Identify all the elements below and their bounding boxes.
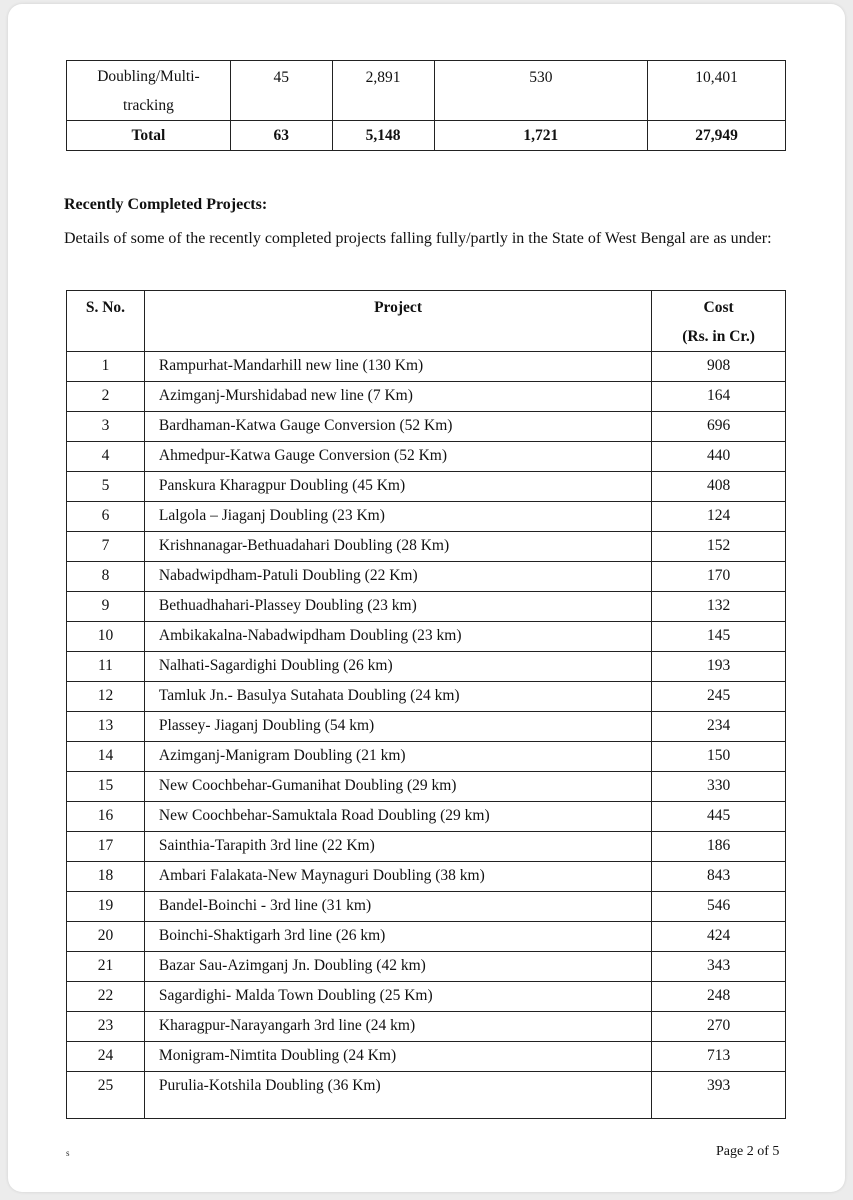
row-sno: 7 [67,532,145,562]
row-sno: 22 [67,982,145,1012]
table-row [67,802,786,832]
projects-table [66,290,786,1119]
summary-cell: 2,891 [332,61,434,121]
row-cost: 408 [652,472,786,502]
row-project: Kharagpur-Narayangarh 3rd line (24 km) [144,1012,651,1042]
row-sno: 10 [67,622,145,652]
table-row [67,1012,786,1042]
row-sno: 13 [67,712,145,742]
table-row [67,742,786,772]
table-row [67,832,786,862]
table-row [67,712,786,742]
row-cost: 908 [652,352,786,382]
table-row [67,382,786,412]
row-sno: 18 [67,862,145,892]
header-project: Project [144,291,651,352]
row-sno: 16 [67,802,145,832]
row-sno: 15 [67,772,145,802]
section-description: Details of some of the recently completed projects falling fully/partly in the State of West Bengal are as under: [64,230,772,247]
table-row [67,652,786,682]
row-project: New Coochbehar-Gumanihat Doubling (29 km) [144,772,651,802]
table-row [67,1042,786,1072]
row-sno: 19 [67,892,145,922]
row-sno: 12 [67,682,145,712]
table-row [67,772,786,802]
table-row [67,892,786,922]
row-cost: 145 [652,622,786,652]
row-project: Ambikakalna-Nabadwipdham Doubling (23 km) [144,622,651,652]
row-cost: 170 [652,562,786,592]
row-project: Azimganj-Manigram Doubling (21 km) [144,742,651,772]
row-cost: 124 [652,502,786,532]
row-project: Nalhati-Sagardighi Doubling (26 km) [144,652,651,682]
header-sno: S. No. [67,291,145,352]
section-heading: Recently Completed Projects: [64,196,268,213]
row-cost: 193 [652,652,786,682]
table-row [67,862,786,892]
row-sno: 3 [67,412,145,442]
row-project: Sainthia-Tarapith 3rd line (22 Km) [144,832,651,862]
summary-cell: 5,148 [332,121,434,151]
summary-cell: 530 [434,61,648,121]
footer-mark: s [66,1148,70,1158]
page-number: Page 2 of 5 [716,1144,780,1159]
row-sno: 17 [67,832,145,862]
projects-header-row [67,291,786,352]
row-sno: 23 [67,1012,145,1042]
table-row [67,592,786,622]
row-cost: 150 [652,742,786,772]
row-sno: 1 [67,352,145,382]
projects-table-body [67,352,786,1119]
table-row [67,352,786,382]
table-row [67,682,786,712]
row-project: Bethuadhahari-Plassey Doubling (23 km) [144,592,651,622]
table-row [67,982,786,1012]
row-project: Bandel-Boinchi - 3rd line (31 km) [144,892,651,922]
row-sno: 9 [67,592,145,622]
row-project: Tamluk Jn.- Basulya Sutahata Doubling (24 km) [144,682,651,712]
summary-row-label-line2: tracking [123,97,174,114]
row-cost: 343 [652,952,786,982]
row-cost: 424 [652,922,786,952]
row-sno: 8 [67,562,145,592]
table-row [67,532,786,562]
table-row [67,562,786,592]
row-project: Bardhaman-Katwa Gauge Conversion (52 Km) [144,412,651,442]
row-cost: 270 [652,1012,786,1042]
row-sno: 20 [67,922,145,952]
table-row [67,952,786,982]
row-project: Krishnanagar-Bethuadahari Doubling (28 Km) [144,532,651,562]
summary-row-label-line1: Doubling/Multi- [97,68,200,85]
table-row [67,922,786,952]
row-cost: 843 [652,862,786,892]
row-cost: 132 [652,592,786,622]
row-project: Bazar Sau-Azimganj Jn. Doubling (42 km) [144,952,651,982]
header-cost-line1: Cost [703,299,734,316]
table-row [67,472,786,502]
row-cost: 245 [652,682,786,712]
summary-row-label [67,61,231,121]
row-project: Plassey- Jiaganj Doubling (54 km) [144,712,651,742]
row-cost: 696 [652,412,786,442]
row-sno: 21 [67,952,145,982]
row-project: Purulia-Kotshila Doubling (36 Km) [144,1072,651,1119]
header-cost-line2: (Rs. in Cr.) [682,328,755,345]
row-project: Ambari Falakata-New Maynaguri Doubling (38 km) [144,862,651,892]
table-row [67,412,786,442]
row-cost: 234 [652,712,786,742]
row-cost: 152 [652,532,786,562]
row-project: Sagardighi- Malda Town Doubling (25 Km) [144,982,651,1012]
row-cost: 164 [652,382,786,412]
row-sno: 24 [67,1042,145,1072]
row-cost: 713 [652,1042,786,1072]
row-sno: 2 [67,382,145,412]
table-row [67,622,786,652]
row-cost: 440 [652,442,786,472]
row-project: Panskura Kharagpur Doubling (45 Km) [144,472,651,502]
summary-cell: 10,401 [648,61,786,121]
row-cost: 393 [652,1072,786,1119]
row-sno: 14 [67,742,145,772]
row-sno: 11 [67,652,145,682]
row-sno: 6 [67,502,145,532]
row-project: Rampurhat-Mandarhill new line (130 Km) [144,352,651,382]
row-sno: 4 [67,442,145,472]
row-cost: 248 [652,982,786,1012]
summary-cell: 1,721 [434,121,648,151]
row-project: Lalgola – Jiaganj Doubling (23 Km) [144,502,651,532]
summary-total-label: Total [67,121,231,151]
summary-table [66,60,786,151]
row-cost: 546 [652,892,786,922]
table-row [67,1072,786,1119]
table-row [67,502,786,532]
summary-cell: 45 [230,61,332,121]
row-project: New Coochbehar-Samuktala Road Doubling (29 km) [144,802,651,832]
row-cost: 445 [652,802,786,832]
summary-cell: 27,949 [648,121,786,151]
row-project: Monigram-Nimtita Doubling (24 Km) [144,1042,651,1072]
row-cost: 186 [652,832,786,862]
row-project: Ahmedpur-Katwa Gauge Conversion (52 Km) [144,442,651,472]
row-project: Azimganj-Murshidabad new line (7 Km) [144,382,651,412]
row-cost: 330 [652,772,786,802]
table-row [67,61,786,121]
row-project: Boinchi-Shaktigarh 3rd line (26 km) [144,922,651,952]
row-sno: 25 [67,1072,145,1119]
header-cost [652,291,786,352]
summary-cell: 63 [230,121,332,151]
summary-total-row [67,121,786,151]
row-sno: 5 [67,472,145,502]
row-project: Nabadwipdham-Patuli Doubling (22 Km) [144,562,651,592]
table-row [67,442,786,472]
